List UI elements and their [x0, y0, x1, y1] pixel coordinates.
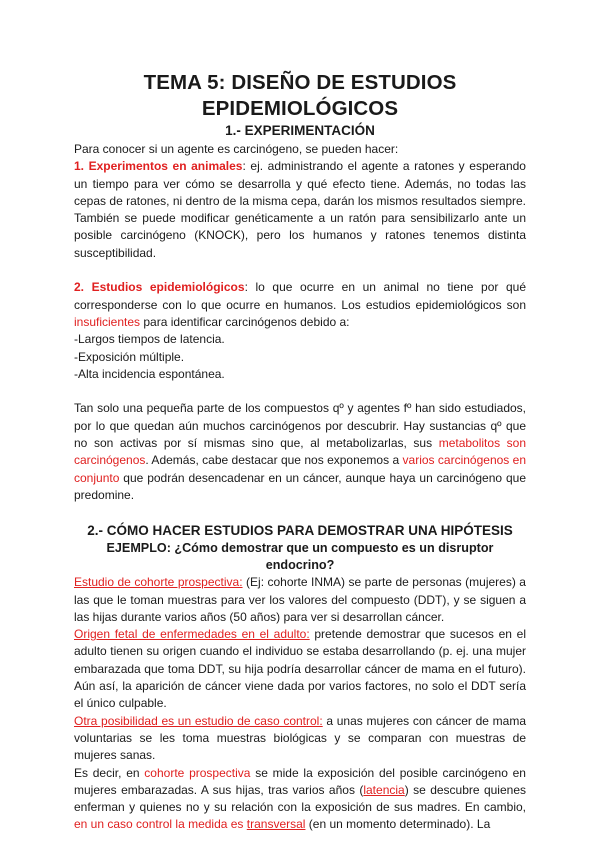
paragraph-es-decir: Es decir, en cohorte prospectiva se mide la exposición del posible carcinógeno en mujeres embarazadas. A sus hijas, tras varios años (latencia) se descubre quienes enferman y quienes no y su relación con la exposición de sus madres. En cambio, en un caso control la medida es transversal (en un momento determinado). La: [74, 765, 526, 832]
paragraph-cohorte: Estudio de cohorte prospectiva: (Ej: cohorte INMA) se parte de personas (mujeres) a las que le toman muestras para ver los valores del compuesto (DDT), y se siguen a las hijas durante varios años (50 años) para ver si desarrollan cáncer.: [74, 575, 526, 624]
highlight-caso-control: en un caso control la medida es: [74, 817, 247, 832]
highlight-cohorte: cohorte prospectiva: [144, 765, 251, 780]
link-cohorte-prospectiva: Estudio de cohorte prospectiva:: [74, 575, 243, 590]
link-caso-control: Otra posibilidad es un estudio de caso control:: [74, 713, 323, 728]
section-2-heading: 2.- CÓMO HACER ESTUDIOS PARA DEMOSTRAR UNA HIPÓTESIS: [87, 523, 513, 539]
paragraph-compuestos: Tan solo una pequeña parte de los compuestos qº y agentes fº han sido estudiados, por lo que quedan aún muchos carcinógenos por descubrir. Hay sustancias qº que no son activas por sí mismas sino que, al metabolizarlas, sus metabolitos son carcinógenos. Además, cabe destacar que nos exponemos a varios carcinógenos en conjunto que podrán desencadenar en un cáncer, aunque haya un carcinógeno que predomine.: [74, 401, 527, 502]
example-heading: EJEMPLO: ¿Cómo demostrar que un compuesto es un disruptor endocrino?: [106, 541, 494, 573]
label-experimentos: 1. Experimentos en animales: [74, 159, 243, 174]
paragraph-origen-fetal: Origen fetal de enfermedades en el adulto: pretende demostrar que sucesos en el adulto tienen su origen cuando el individuo se estaba desarrollando (p. ej. una mujer embarazada que toma DDT, su hija podría desarrollar cáncer de mama en el futuro). Aún así, la aparición de cáncer viene dada por varios factores, no solo el DDT sería el único culpable.: [74, 627, 527, 711]
paragraph-experimentos: 1. Experimentos en animales: ej. administrando el agente a ratones y esperando un tiempo para ver cómo se desarrolla y qué efecto tiene. Además, no todas las cepas de ratones, ni dentro de la misma cepa, darán los mismos resultados siempre. También se puede modificar genéticamente a un ratón para sensibilizarlo ante un posible carcinógeno (KNOCK), pero los humanos y ratones tenemos distinta susceptibilidad.: [74, 159, 526, 260]
list-item: -Alta incidencia espontánea.: [74, 366, 225, 381]
highlight-transversal: transversal: [246, 817, 306, 832]
title-line-2: EPIDEMIOLÓGICOS: [201, 97, 399, 120]
list-item: -Largos tiempos de latencia.: [74, 332, 225, 347]
highlight-varios-carcinogenos: varios carcinógenos en conjunto: [74, 453, 527, 485]
title-line-1: TEMA 5: DISEÑO DE ESTUDIOS: [143, 71, 457, 94]
highlight-latencia: latencia: [363, 782, 405, 797]
section-1-intro: Para conocer si un agente es carcinógeno, se pueden hacer:: [74, 142, 399, 156]
document-title: [74, 70, 526, 122]
highlight-metabolitos: metabolitos son carcinógenos: [74, 436, 527, 468]
highlight-insuficientes: insuficientes: [74, 314, 141, 329]
label-estudios: 2. Estudios epidemiológicos: [74, 280, 245, 295]
document-body: [74, 122, 526, 834]
section-1-heading: 1.- EXPERIMENTACIÓN: [225, 123, 375, 138]
link-origen-fetal: Origen fetal de enfermedades en el adulto:: [74, 627, 310, 642]
list-item: -Exposición múltiple.: [74, 349, 185, 364]
paragraph-caso-control: Otra posibilidad es un estudio de caso control: a unas mujeres con cáncer de mama voluntarias se les toma muestras biológicas y se comparan con muestras de mujeres sanas.: [74, 713, 526, 763]
paragraph-estudios: 2. Estudios epidemiológicos: lo que ocurre en un animal no tiene por qué corresponderse con lo que ocurre en humanos. Los estudios epidemiológicos son insuficientes para identificar carcinógenos debido a:: [74, 280, 527, 329]
